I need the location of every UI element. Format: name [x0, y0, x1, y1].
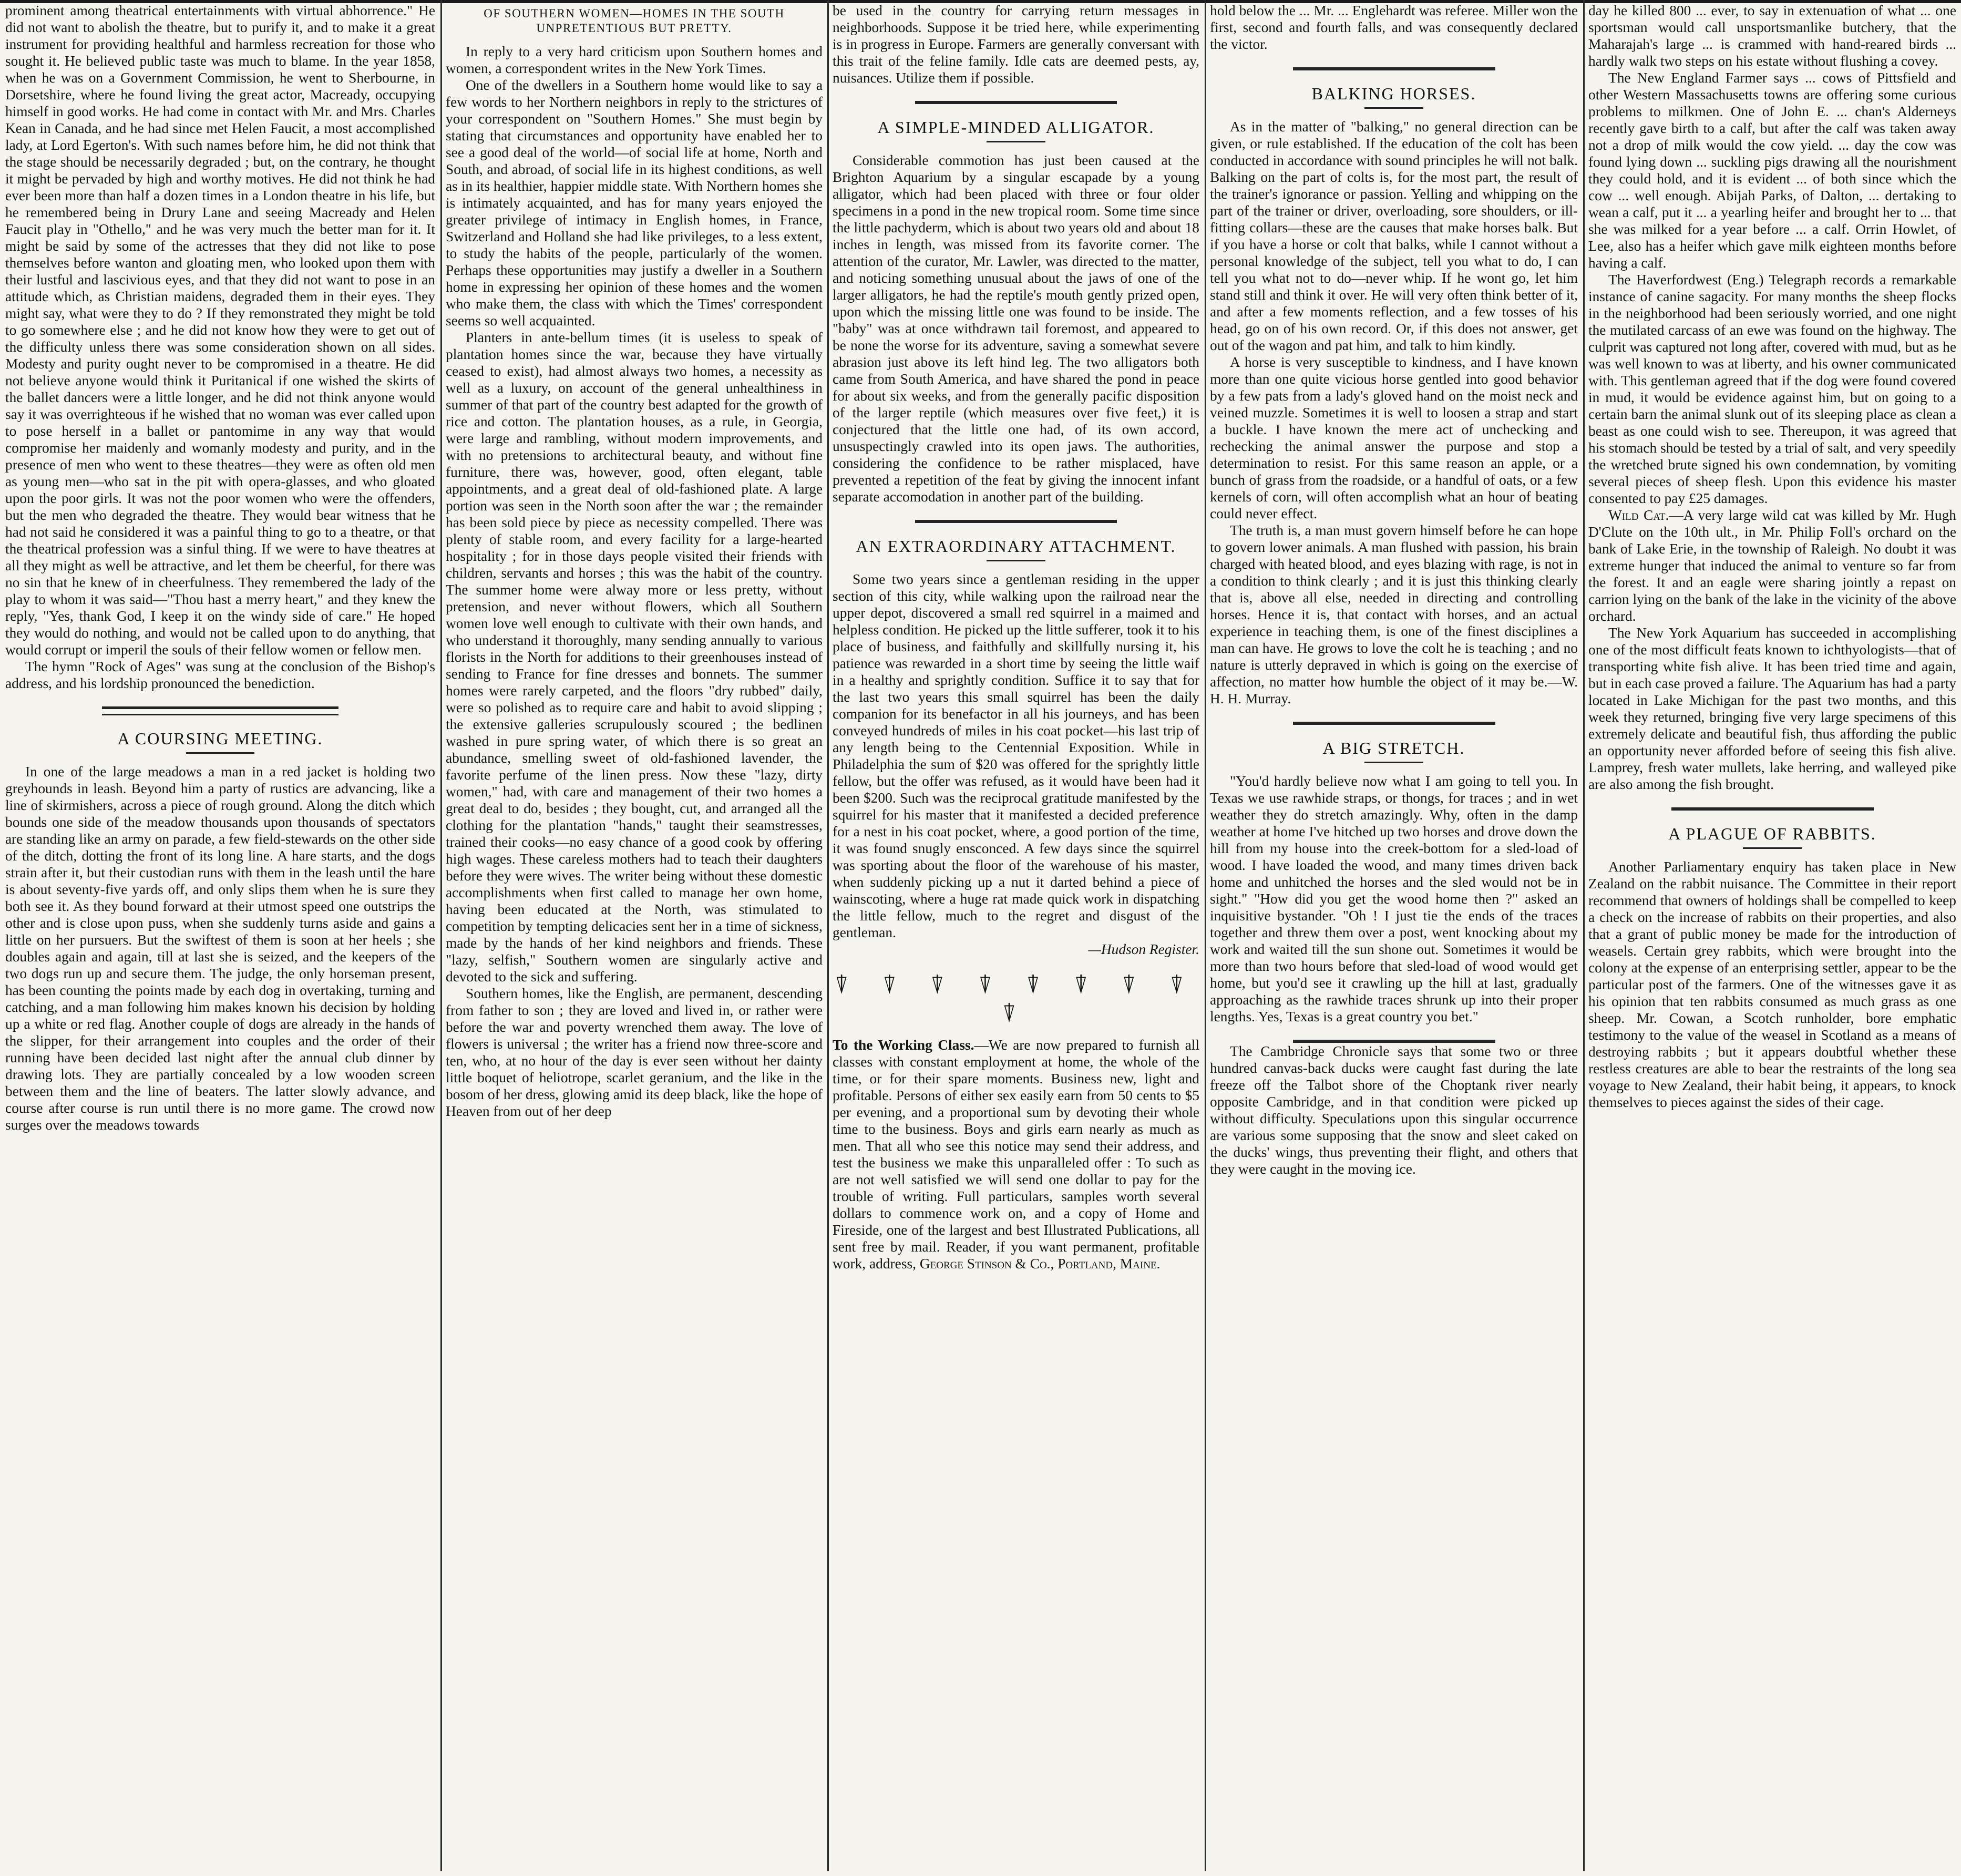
heading-underline: [987, 560, 1045, 561]
article-paragraph: The Haverfordwest (Eng.) Telegraph records a remarkable instance of canine sagacity. For many months the sheep flocks in the neighborhood had been seriously worried, and one night the mutilated carcass of an ewe was found on the highway. The culprit was captured not long after, covered with mud, but as he was well known to was at liberty, and his owner communicated with. This gentleman agreed that if the dog were found covered in mud, it would be evidence against him, but on going to a certain barn the animal slunk out of its sleeping place as clean a beast as one could wish to see. Thereupon, it was agreed that his stomach should be tested by a trial of salt, and very speedily the wretched brute signed his own condemnation, by vomiting several pieces of sheep flesh. Upon this evidence his master consented to pay £25 damages.: [1588, 272, 1956, 506]
column-5: [1588, 2, 1956, 1865]
section-separator: [1293, 722, 1495, 725]
ad-signature: George Stinson & Co., Portland, Maine.: [919, 1256, 1161, 1272]
article-headline: A PLAGUE OF RABBITS.: [1668, 824, 1876, 843]
column-2: [446, 2, 823, 1865]
paragraph-text: —A very large wild cat was killed by Mr. Hugh D'Clute on the 10th ult., in Mr. Philip Foll's orchard on the bank of Lake Erie, in the township of Raleigh. No doubt it was extreme hunger that induced the animal to venture so far from the forest. It and an eagle were sharing jointly a repast on carrion lying on the bank of the lake in the vicinity of the above orchard.: [1588, 507, 1956, 624]
section-separator: [102, 706, 338, 715]
article-paragraph: Another Parliamentary enquiry has taken place in New Zealand on the rabbit nuisance. The Committee in their report recommend that owners of holdings shall be compelled to keep a check on the increase of rabbits on their properties, and also that a grant of public money be made for the introduction of weasels. Certain grey rabbits, which were brought into the colony at the expense of an enterprising settler, appear to be the particular post of the farmers. One of the witnesses gave it as his opinion that ten rabbits consumed as much grass as one sheep. Mr. Cowan, a Scotch runholder, bore emphatic testimony to the value of the weasel in Scotland as a means of destroying rabbits ; but it appears doubtful whether these restless creatures are able to bear the restraints of the long sea voyage to New Zealand, their habit being, it appears, to knock themselves to pieces against the sides of their cage.: [1588, 859, 1956, 1110]
article-paragraph: The Cambridge Chronicle says that some two or three hundred canvas-back ducks were caught fast during the late freeze off the Talbot shore of the Choptank river nearly opposite Cambridge, and in that condition were picked up without difficulty. Speculations upon this singular occurrence are various some supposing that the snow and sleet caked on the ducks' wings, thus preventing their flight, and others that they were caught in the moving ice.: [1210, 1043, 1578, 1177]
article-headline: A BIG STRETCH.: [1322, 739, 1465, 757]
article-paragraph: As in the matter of "balking," no general direction can be given, or rule established. If the education of the colt has been conducted in accordance with sound principles he will not balk. Balking on the part of colts is, for the most part, the result of the trainer's ignorance or passion. Yelling and whipping on the part of the trainer or driver, overloading, sore shoulders, or ill-fitting collars—these are the causes that make horses balk. But if you have a horse or colt that balks, while I cannot without a personal knowledge of the subject, tell you what to do, I can tell you what not to do—never whip. If he wont go, let him stand still and think it over. He will very often think better of it, and after a few moments reflection, and a few tosses of his head, go on of his own record. Or, if this does not answer, get out of the wagon and pat him, and talk to him kindly.: [1210, 119, 1578, 353]
article-paragraph: prominent among theatrical entertainments with virtual abhorrence." He did not want to abolish the theatre, but to purify it, and to make it a great instrument for providing healthful and harmless recreation for those who sought it. He believed public taste was much to blame. In the year 1858, when he was on a Government Commission, he went to Sherbourne, in Dorsetshire, where he found living the great actor, Macready, occupying himself in good works. He had come in contact with Mr. and Mrs. Charles Kean in Canada, and he had since met Helen Faucit, a most accomplished lady, at Lord Egerton's. With such names before him, he did not think that the stage should be necessarily degraded ; but, on the contrary, he thought it might be pervaded by high and worthy motives. He did not think he had ever been more than half a dozen times in a London theatre in his life, but he remembered being in Drury Lane and seeing Macready and Helen Faucit play in "Othello," and he was very much the better man for it. It might be said by some of the actresses that they did not like to pose themselves before wanton and gloating men, who looked upon them with their lustful and lascivious eyes, and that they did not want to pose in an attitude which, as Christian maidens, degraded them in their eyes. They might say, what were they to do ? If they remonstrated they might be told to go somewhere else ; and he did not know how they were to get out of the difficulty unless there was some consideration shown on all sides. Modesty and purity ought never to be compromised in a theatre. He did not believe anyone would think it Puritanical if one wished the skirts of the ballet dancers were a little longer, and he did not think anyone would say it was overrighteous if he wished that no woman was ever called upon to pose herself in a ballet or pantomime in any way that would compromise her maidenly and womanly modesty and purity, and in the presence of men who went to these theatres—they were as often old men as young men—who sat in the pit with opera-glasses, and who gloated upon the poor girls. It was not the poor women who were the offenders, but the men who degraded the theatre. They would bear witness that he had not said he considered it was a painful thing to go to a theatre, or that the theatrical profession was a sinful thing. If we were to have theatres at all they might as well be attractive, and let them be cheerful, for there was no sin that he knew of in cheerfulness. They remembered the lady of the play to whom it was said—"Thou hast a merry heart," and they knew the reply, "Yes, thank God, I keep it on the windy side of care." He hoped they would do nothing, and would not be called upon to do anything, that would corrupt or imperil the souls of their fellow women or fellow men.: [5, 3, 435, 658]
column-1: [5, 2, 435, 1865]
heading-underline: [1364, 107, 1423, 109]
heading-underline: [987, 141, 1045, 142]
section-separator: [915, 520, 1117, 523]
column-rule: [1205, 0, 1206, 1871]
article-paragraph: A horse is very susceptible to kindness, and I have known more than one quite vicious horse gentled into good behavior by a few pats from a lady's gloved hand on the moist neck and veined muzzle. Sometimes it is well to loosen a strap and start a buckle. I have known the mere act of unchecking and rechecking the animal answer the purpose and stop a determination to resist. For this same reason an apple, or a bunch of grass from the roadside, or a handful of oats, or a few kernels of corn, will often accomplish what an hour of beating could never effect.: [1210, 354, 1578, 521]
ad-lead: To the Working Class.: [833, 1037, 974, 1053]
heading-underline: [1743, 847, 1802, 849]
paragraph-lead: Wild Cat.: [1608, 507, 1669, 523]
ad-body: [833, 1037, 1199, 1272]
column-rule: [440, 0, 442, 1871]
article-paragraph: In one of the large meadows a man in a red jacket is holding two greyhounds in leash. Beyond him a party of rustics are advancing, like a line of skirmishers, across a piece of rough ground. Along the ditch which bounds one side of the meadow thousands upon thousands of spectators are standing like an army on parade, a few field-stewards on the other side of the ditch, dotting the front of its long line. A hare starts, and the dogs strain after it, but their custodian runs with them in the leash until the hare is about seventy-five yards off, and only slips them when he is sure they both see it. As they bound forward at their utmost speed one outstrips the other and is close upon puss, when she suddenly turns aside and gains a little on her pursuers. But the swiftest of them is soon at her heels ; she doubles again and again, till at last she is seized, and the keepers of the two dogs run up and secure them. The judge, the only horseman present, has been counting the points made by each dog in overtaking, turning and catching, and a man following him makes known his decision by holding up a white or red flag. Another couple of dogs are already in the hands of the slipper, for their arrangement into couples and the order of their running have been decided last night after the annual club dinner by drawing lots. They are partially concealed by a low wooden screen between them and the line of beaters. The latter slowly advance, and course after course is run until there is no more game. The crowd now surges over the meadows towards: [5, 764, 435, 1133]
article-paragraph: The New England Farmer says ... cows of Pittsfield and other Western Massachusetts towns are offering some curious problems to milkmen. One of John E. ... chan's Alderneys recently gave birth to a calf, but after the calf was taken away not a drop of milk would the cow yield. ... day the cow was found lying down ... suckling pigs drawing all the nourishment they could hold, and it is evident ... of both since which the cow ... well enough. Abijah Parks, of Dalton, ... dertaking to wean a calf, put it ... a yearling heifer and brought her to ... that she was milked for a year before ... a calf. Orrin Howlet, of Lee, also has a heifer which gave milk eighteen months before having a calf.: [1588, 70, 1956, 271]
article-headline: BALKING HORSES.: [1311, 84, 1476, 103]
article-paragraph: "You'd hardly believe now what I am going to tell you. In Texas we use rawhide straps, or thongs, for traces ; and in wet weather they do stretch amazingly. Why, often in the damp weather at home I've hitched up two horses and drove down the hill from my house into the creek-bottom for a sled-load of wood. I have loaded the wood, and many times driven back home and unhitched the horses and the sled would not be in sight." "How did you get the wood home then ?" asked an inquisitive bystander. "Oh ! I just tie the ends of the traces together and threw them over a post, went knocking about my work and waited till the sun shone out. Sometimes it would be more than two hours before that sled-load of wood would get home, but you'd see it crawling up the hill at last, gradually approaching as the rawhide traces shrunk up into their proper lengths. Yes, Texas is a great country you bet.": [1210, 773, 1578, 1024]
article-headline: AN EXTRAORDINARY ATTACHMENT.: [856, 537, 1176, 556]
column-rule: [827, 0, 829, 1871]
column-4: [1210, 2, 1578, 1865]
article-source-credit: —Hudson Register.: [1088, 941, 1199, 957]
ornament-row: ⍒ ⍒ ⍒ ⍒ ⍒ ⍒ ⍒ ⍒ ⍒: [834, 972, 1198, 1027]
column-rule: [1583, 0, 1585, 1871]
section-separator: [1671, 807, 1874, 811]
article-paragraph: The truth is, a man must govern himself before he can hope to govern lower animals. A man flushed with passion, his brain charged with heated blood, and eyes blazing with rage, is not in a condition to think clearly ; and it is just this thinking clearly that is, above all else, needed in directing and controlling horses. Hence it is, that contact with horses, and an actual experience in teaching them, is one of the finest disciplines a man can have. He grows to love the colt he is teaching ; and no nature is utterly depraved in which is going on the exercise of affection, no matter how humble the object of it may be.—W. H. H. Murray.: [1210, 522, 1578, 706]
article-paragraph: be used in the country for carrying return messages in neighborhoods. Suppose it be tried here, while experimenting is in progress in Europe. Farmers are generally conversant with this trait of the feline family. Idle cats are deemed pests, ay, nuisances. Utilize them if possible.: [833, 3, 1199, 86]
advertisement: [833, 1037, 1199, 1272]
article-paragraph: Considerable commotion has just been caused at the Brighton Aquarium by a singular escapade by a young alligator, which had been placed with three or four older specimens in a pond in the new tropical room. Some time since the little pachyderm, which is about two years old and about 18 inches in length, was missed from its favorite corner. The attention of the curator, Mr. Lawler, was directed to the matter, and noticing something unusual about the jaws of one of the larger alligators, he had the reptile's mouth gently prized open, upon which the missing little one was found to be inside. The "baby" was at once withdrawn tail foremost, and appeared to be none the worse for its adventure, saving a somewhat severe abrasion just above its left hind leg. The two alligators both came from South America, and have shared the pond in peace for about six weeks, and from the generally pacific disposition of the larger reptile (which measures over five feet,) it is conjectured that the little one had, of its own accord, unsuspectingly crawled into its open jaws. The authorities, considering the confidence to be rather misplaced, have prevented a repetition of the feat by giving the innocent infant separate accomodation in another part of the building.: [833, 152, 1199, 505]
section-separator: [915, 101, 1117, 104]
article-paragraph: The New York Aquarium has succeeded in accomplishing one of the most difficult feats known to ichthyologists—that of transporting white fish alive. It has been tried time and again, but in each case proved a failure. The Aquarium has had a party located in Lake Michigan for the past two months, and this week they returned, bringing five very large specimens of this extremely delicate and beautiful fish, thus affording the public an opportunity never afforded before of seeing this fish alive. Lamprey, fresh water mullets, lake herring, and walleyed pike are also among the fish brought.: [1588, 625, 1956, 792]
article-paragraph: [1588, 507, 1956, 624]
article-paragraph: hold below the ... Mr. ... Englehardt was referee. Miller won the first, second and fourth falls, and was consequently declared the victor.: [1210, 3, 1578, 52]
article-headline: A COURSING MEETING.: [117, 729, 323, 748]
article-paragraph: One of the dwellers in a Southern home would like to say a few words to her Northern neighbors in reply to the strictures of your correspondent on "Southern Homes." She must begin by stating that circumstances and opportunity have enabled her to see a good deal of the world—of social life at home, North and South, and abroad, of social life in its highest conditions, as well as in its healthier, happier middle state. With Northern homes she is intimately acquainted, and has for many years enjoyed the greater privilege of intimacy in English homes, in France, Switzerland and Holland she had like privileges, to a less extent, to study the habits of the people, particularly of the women. Perhaps these opportunities may justify a dweller in a Southern home in expressing her opinion of these homes and the women who make them, the class with which the Times' correspondent seems so well acquainted.: [446, 77, 823, 329]
article-paragraph: Southern homes, like the English, are permanent, descending from father to son ; they are loved and lived in, or rather were before the war and poverty wrenched them away. The love of flowers is universal ; the writer has a friend now three-score and ten, who, at no hour of the day is ever seen without her dainty little boquet of heliotrope, scarlet geranium, and the like in the bosom of her dress, glowing amid its deep black, like the hope of Heaven from out of her deep: [446, 986, 823, 1119]
article-paragraph: day he killed 800 ... ever, to say in extenuation of what ... one sportsman would call unsportsmanlike butchery, that the Maharajah's large ... is crammed with hand-reared birds ... hardly walk two steps on his estate without flushing a covey.: [1588, 3, 1956, 69]
article-subheadline: OF SOUTHERN WOMEN—HOMES IN THE SOUTH UNPRETENTIOUS BUT PRETTY.: [484, 7, 785, 35]
article-paragraph: In reply to a very hard criticism upon Southern homes and women, a correspondent writes in the New York Times.: [446, 44, 823, 76]
article-headline: A SIMPLE-MINDED ALLIGATOR.: [877, 118, 1155, 137]
heading-underline: [1364, 762, 1423, 763]
column-3: [833, 2, 1199, 1865]
article-paragraph: The hymn "Rock of Ages" was sung at the conclusion of the Bishop's address, and his lordship pronounced the benediction.: [5, 659, 435, 691]
ad-text: —We are now prepared to furnish all classes with constant employment at home, the whole of the time, or for their spare moments. Business new, light and profitable. Persons of either sex easily earn from 50 cents to $5 per evening, and a proportional sum by devoting their whole time to the business. Boys and girls earn nearly as much as men. That all who see this notice may send their address, and test the business we make this unparalleled offer : To such as are not well satisfied we will send one dollar to pay for the trouble of writing. Full particulars, samples worth several dollars to commence work on, and a copy of Home and Fireside, one of the largest and best Illustrated Publications, all sent free by mail. Reader, if you want permanent, profitable work, address,: [833, 1037, 1199, 1272]
article-paragraph: Planters in ante-bellum times (it is useless to speak of plantation homes since the war, because they have virtually ceased to exist), had almost always two homes, a necessity as well as a luxury, on account of the general unhealthiness in summer of that part of the country best adapted for the growth of rice and cotton. The plantation houses, as a rule, in Georgia, were large and rambling, without modern improvements, and with no pretensions to architectural beauty, and without fine furniture, there was, however, good, often elegant, table appointments, and a great deal of old-fashioned plate. A large portion was seen in the North soon after the war ; the remainder has been sold piece by piece as necessity compelled. There was plenty of stable room, and every facility for a large-hearted hospitality ; for in those days people visited their friends with children, servants and horses ; this was the habit of the country. The summer home were alway more or less pretty, without pretension, and never without flowers, which all Southern women love well enough to cultivate with their own hands, and who understand it thoroughly, many sending annually to various florists in the North for additions to their greenhouses instead of sending to France for fine dresses and bonnets. The summer homes were rarely carpeted, and the floors "dry rubbed" daily, were so polished as to require care and habit to avoid slipping ; the extensive galleries scrupulously scoured ; the bedlinen washed in pure spring water, of which there is so great an abundance, smelling sweet of old-fashioned lavender, the favorite perfume of the linen press. Now these "lazy, dirty women," had, with care and management of their two homes a great deal to do, besides ; they bought, cut, and arranged all the clothing for the plantation "hands," taught their seamstresses, trained their cooks—no easy chance of a good cook by offering high wages. These careless mothers had to teach their daughters before they were wives. The writer being without these domestic accomplishments when first called to manage her own home, having been educated at the North, was stimulated to competition by tempting delicacies sent her in a time of sickness, made by the hands of her kind neighbors and friends. These "lazy, selfish," Southern women are singularly active and devoted to the sick and suffering.: [446, 330, 823, 985]
article-paragraph: Some two years since a gentleman residing in the upper section of this city, while walking upon the railroad near the upper depot, discovered a small red squirrel in a maimed and helpless condition. He picked up the little sufferer, took it to his place of business, and faithfully and skillfully nursing it, his patience was rewarded in a short time by seeing the little waif in a healthy and sprightly condition. Suffice it to say that for the last two years this small squirrel has been the daily companion for its benefactor in all his journeys, and has been conveyed hundreds of miles in his coat pocket—his last trip of any length being to the Centennial Exposition. While in Philadelphia the sum of $20 was offered for the sprightly little fellow, but the offer was refused, as it would have been had it been $200. Such was the reciprocal gratitude manifested by the squirrel for his master that it manifested a decided preference for a nest in his coat pocket, where, a good portion of the time, it was found snugly ensconced. A few days since the squirrel was sporting about the floor of the warehouse of his master, when suddenly picking up a nut it darted behind a piece of wainscoting, where a huge rat made quick work in dispatching the little fellow, much to the regret and disgust of the gentleman.: [833, 571, 1199, 940]
heading-underline: [186, 752, 255, 754]
section-separator: [1293, 67, 1495, 70]
